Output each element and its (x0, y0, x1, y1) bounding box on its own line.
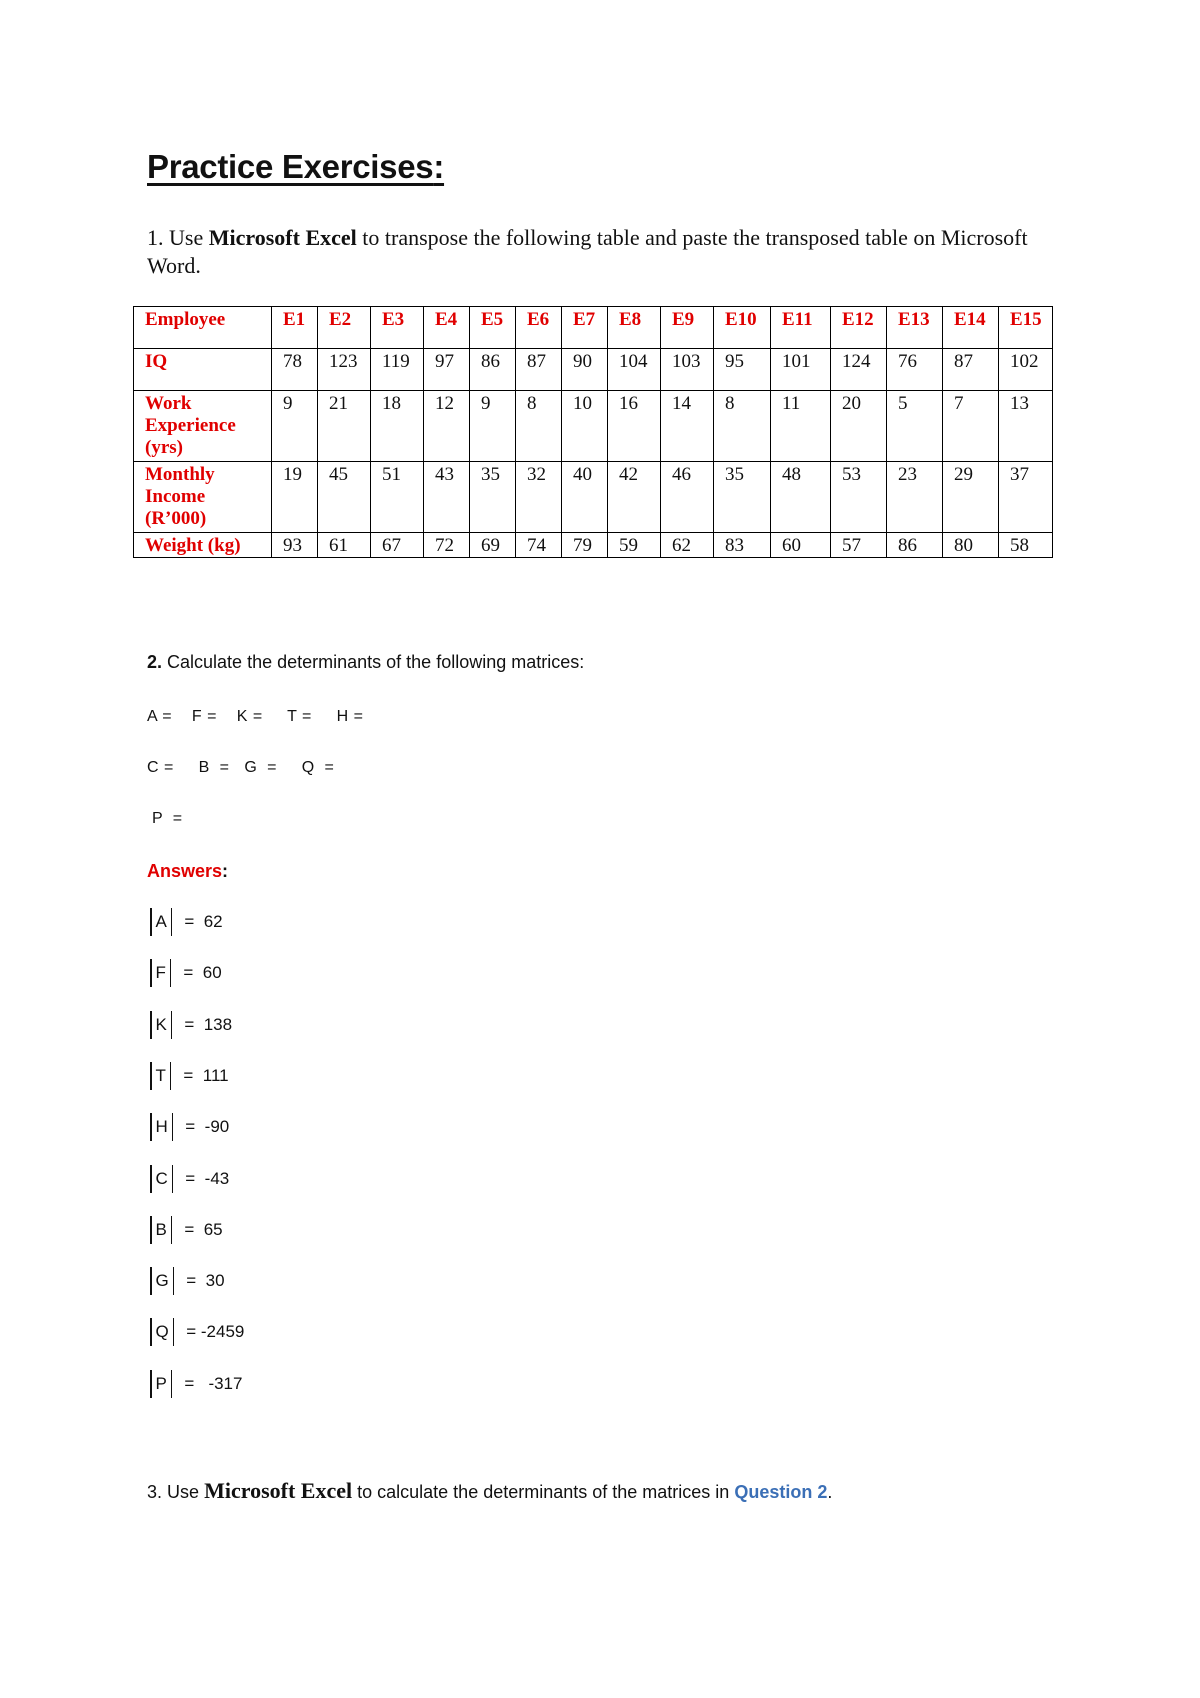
table-header-cell: E6 (516, 307, 562, 349)
determinant-answer (150, 1317, 244, 1347)
table-row-label: IQ (134, 349, 272, 391)
table-cell: 19 (272, 462, 318, 533)
table-header-cell: Employee (134, 307, 272, 349)
table-cell: 97 (424, 349, 470, 391)
q3-pre-text: Use (167, 1482, 200, 1502)
determinant-bar-right (171, 908, 173, 936)
table-cell: 101 (771, 349, 831, 391)
table-cell: 42 (608, 462, 661, 533)
answers-colon: : (222, 861, 229, 881)
table-cell: 21 (318, 391, 371, 462)
table-cell: 83 (714, 533, 771, 558)
matrix-line-2: C = B = G = Q = (147, 759, 335, 776)
table-header-cell: E8 (608, 307, 661, 349)
table-cell: 58 (999, 533, 1053, 558)
table-cell: 51 (371, 462, 424, 533)
determinant-symbol: H (155, 1117, 168, 1136)
determinant-value: = -2459 (186, 1322, 245, 1341)
table-cell: 5 (887, 391, 943, 462)
table-cell: 16 (608, 391, 661, 462)
determinant-bar-right (172, 1113, 174, 1141)
table-row (134, 391, 1053, 462)
determinant-bar-right (173, 1318, 175, 1346)
determinant-bar-right (171, 1011, 173, 1039)
table-cell: 60 (771, 533, 831, 558)
determinant-value: = 62 (184, 912, 223, 931)
table-cell: 46 (661, 462, 714, 533)
table-cell: 59 (608, 533, 661, 558)
table-cell: 80 (943, 533, 999, 558)
table-cell: 48 (771, 462, 831, 533)
determinant-symbol: K (155, 1015, 167, 1034)
table-row (134, 349, 1053, 391)
determinant-bar-right (170, 959, 172, 987)
q2-number: 2. (147, 652, 163, 672)
table-cell: 124 (831, 349, 887, 391)
q3-end: . (827, 1482, 833, 1502)
determinant-answer (150, 1164, 229, 1194)
q3-question-reference: Question 2 (734, 1482, 828, 1502)
question-2 (147, 652, 584, 673)
q3-bold-text: Microsoft Excel (204, 1478, 353, 1503)
q3-mid-text: to calculate the determinants of the matrices in (357, 1482, 730, 1502)
answers-label: Answers (147, 861, 223, 881)
table-cell: 61 (318, 533, 371, 558)
determinant-symbol: A (155, 912, 167, 931)
table-cell: 74 (516, 533, 562, 558)
determinant-symbol: F (155, 963, 166, 982)
table-header-cell: E13 (887, 307, 943, 349)
table-cell: 53 (831, 462, 887, 533)
determinant-value: = 65 (184, 1220, 223, 1239)
table-header-cell: E9 (661, 307, 714, 349)
determinant-value: = 111 (183, 1066, 229, 1085)
table-row (134, 462, 1053, 533)
determinant-value: = -317 (184, 1374, 243, 1393)
table-cell: 69 (470, 533, 516, 558)
table-header-cell: E11 (771, 307, 831, 349)
table-cell: 32 (516, 462, 562, 533)
table-cell: 86 (887, 533, 943, 558)
table-cell: 8 (516, 391, 562, 462)
determinant-value: = 138 (184, 1015, 233, 1034)
determinant-answer (150, 1266, 225, 1296)
table-cell: 123 (318, 349, 371, 391)
table-cell: 29 (943, 462, 999, 533)
table-cell: 119 (371, 349, 424, 391)
determinant-answer (150, 1369, 242, 1399)
table-cell: 72 (424, 533, 470, 558)
answers-heading (147, 861, 228, 882)
question-3 (147, 1478, 832, 1504)
title-colon: : (433, 148, 445, 185)
table-cell: 79 (562, 533, 608, 558)
table-cell: 45 (318, 462, 371, 533)
table-cell: 35 (470, 462, 516, 533)
determinant-symbol: T (155, 1066, 166, 1085)
page-title (147, 148, 444, 186)
employee-table (133, 306, 1053, 558)
table-cell: 8 (714, 391, 771, 462)
determinant-answer (150, 1112, 229, 1142)
table-cell: 9 (470, 391, 516, 462)
table-cell: 13 (999, 391, 1053, 462)
table-cell: 78 (272, 349, 318, 391)
table-cell: 95 (714, 349, 771, 391)
table-cell: 12 (424, 391, 470, 462)
determinant-bar-right (171, 1370, 173, 1398)
table-row-label: Weight (kg) (134, 533, 272, 558)
table-header-cell: E5 (470, 307, 516, 349)
table-cell: 87 (516, 349, 562, 391)
table-header-cell: E14 (943, 307, 999, 349)
title-text: Practice Exercises (147, 148, 434, 185)
determinant-bar-right (173, 1267, 175, 1295)
table-cell: 87 (943, 349, 999, 391)
determinant-answer (150, 1215, 223, 1245)
table-cell: 14 (661, 391, 714, 462)
q1-bold-text: Microsoft Excel (208, 225, 357, 250)
table-header-cell: E2 (318, 307, 371, 349)
determinant-value: = 60 (183, 963, 222, 982)
table-cell: 35 (714, 462, 771, 533)
table-cell: 76 (887, 349, 943, 391)
table-cell: 90 (562, 349, 608, 391)
table-row-label: Monthly Income (R’000) (134, 462, 272, 533)
table-cell: 103 (661, 349, 714, 391)
table-header-cell: E12 (831, 307, 887, 349)
q2-text: Calculate the determinants of the following matrices: (167, 652, 585, 672)
table-header-cell: E7 (562, 307, 608, 349)
determinant-symbol: P (155, 1374, 167, 1393)
q1-post-text: to transpose the following table and paste the transposed table on Microsoft Word. (147, 225, 1028, 278)
question-1 (147, 224, 1047, 280)
table-cell: 86 (470, 349, 516, 391)
determinant-bar-right (171, 1216, 173, 1244)
determinant-symbol: Q (155, 1322, 169, 1341)
table-header-cell: E10 (714, 307, 771, 349)
determinant-answer (150, 958, 222, 988)
matrix-line-1: A = F = K = T = H = (147, 708, 364, 725)
q3-number: 3. (147, 1482, 163, 1502)
table-cell: 9 (272, 391, 318, 462)
determinant-value: = -43 (185, 1169, 230, 1188)
table-row-label: Work Experience (yrs) (134, 391, 272, 462)
q1-pre-text: Use (169, 225, 204, 250)
table-cell: 23 (887, 462, 943, 533)
matrix-line-3: P = (152, 810, 183, 827)
determinant-answer (150, 1010, 232, 1040)
determinant-answer (150, 1061, 229, 1091)
table-header-cell: E15 (999, 307, 1053, 349)
table-cell: 7 (943, 391, 999, 462)
table-cell: 93 (272, 533, 318, 558)
table-cell: 43 (424, 462, 470, 533)
table-cell: 20 (831, 391, 887, 462)
table-cell: 104 (608, 349, 661, 391)
determinant-bar-right (170, 1062, 172, 1090)
determinant-symbol: B (155, 1220, 167, 1239)
table-header-cell: E1 (272, 307, 318, 349)
table-header-cell: E3 (371, 307, 424, 349)
determinant-value: = -90 (185, 1117, 230, 1136)
table-cell: 37 (999, 462, 1053, 533)
table-cell: 57 (831, 533, 887, 558)
table-cell: 11 (771, 391, 831, 462)
determinant-answer (150, 907, 223, 937)
table-header-row (134, 307, 1053, 349)
determinant-value: = 30 (186, 1271, 225, 1290)
table-cell: 18 (371, 391, 424, 462)
table-row (134, 533, 1053, 558)
table-cell: 102 (999, 349, 1053, 391)
table-header-cell: E4 (424, 307, 470, 349)
determinant-symbol: C (155, 1169, 168, 1188)
table-cell: 10 (562, 391, 608, 462)
table-cell: 67 (371, 533, 424, 558)
table-cell: 62 (661, 533, 714, 558)
table-cell: 40 (562, 462, 608, 533)
determinant-bar-right (172, 1165, 174, 1193)
q1-number: 1. (147, 225, 164, 250)
determinant-symbol: G (155, 1271, 169, 1290)
